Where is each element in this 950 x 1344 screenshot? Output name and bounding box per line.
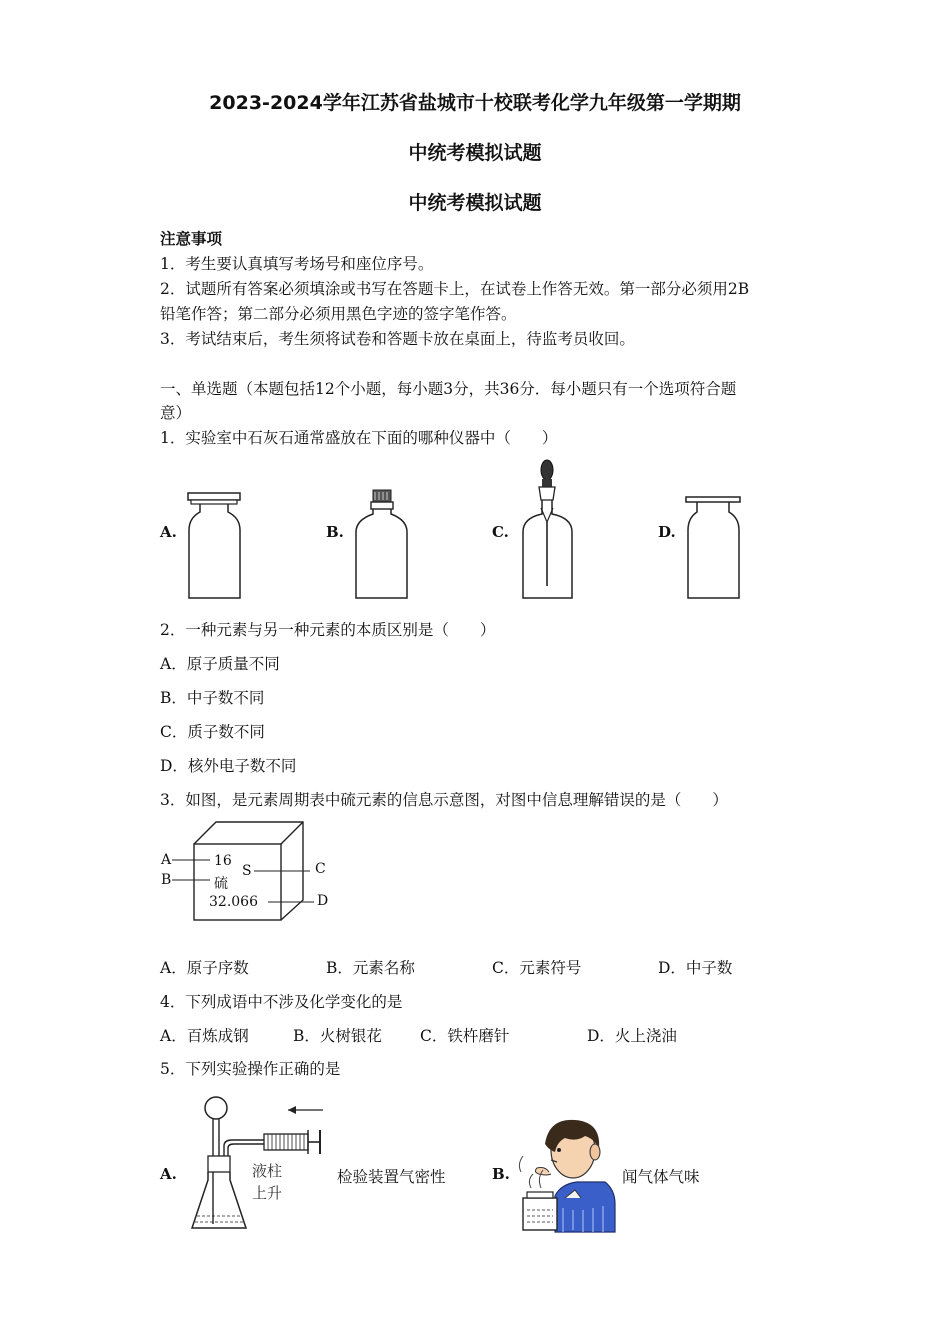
question-1-stem: 1．实验室中石灰石通常盛放在下面的哪种仪器中（ ） (160, 429, 558, 447)
q3-option: D．中子数 (658, 959, 733, 977)
pointer-label-a: A (161, 852, 172, 868)
question-2-stem: 2．一种元素与另一种元素的本质区别是（ ） (160, 621, 496, 639)
dropper-bottle-icon (518, 458, 578, 602)
pointer-label-d: D (317, 893, 329, 909)
q3-option: B．元素名称 (326, 959, 415, 977)
element-name: 硫 (214, 876, 228, 892)
question-3-stem: 3．如图，是元素周期表中硫元素的信息示意图，对图中信息理解错误的是（ ） (160, 791, 728, 809)
question-4-stem: 4．下列成语中不涉及化学变化的是 (160, 993, 403, 1011)
section-heading: 一、单选题（本题包括12个小题，每小题3分，共36分．每小题只有一个选项符合题 (160, 380, 737, 398)
liquid-rise-annotation-line1: 液柱 (252, 1162, 283, 1180)
notice-item: 2．试题所有答案必须填涂或书写在答题卡上，在试卷上作答无效。第一部分必须用2B (160, 280, 750, 298)
q2-option: A．原子质量不同 (160, 655, 280, 673)
q1-option-b-label: B. (326, 523, 344, 541)
notice-item: 1．考生要认真填写考场号和座位序号。 (160, 255, 434, 273)
q4-option: C．铁杵磨针 (420, 1027, 510, 1045)
q5-option-a-label: A. (160, 1165, 177, 1183)
q3-option: A．原子序数 (160, 959, 249, 977)
atomic-mass: 32.066 (209, 894, 258, 910)
notice-item: 铅笔作答；第二部分必须用黑色字迹的签字笔作答。 (160, 305, 517, 323)
q5-option-b-label: B. (492, 1165, 510, 1183)
q5-option-b-caption: 闻气体气味 (622, 1168, 700, 1186)
q4-option: A．百炼成钢 (160, 1027, 249, 1045)
pointer-label-b: B (161, 872, 172, 888)
liquid-rise-annotation-line2: 上升 (252, 1184, 283, 1202)
atomic-number: 16 (214, 853, 232, 869)
smelling-gas-person-icon (515, 1112, 615, 1234)
q4-option: D．火上浇油 (587, 1027, 677, 1045)
notice-heading: 注意事项 (160, 229, 223, 248)
q2-option: B．中子数不同 (160, 689, 265, 707)
page-title: 2023-2024学年江苏省盐城市十校联考化学九年级第一学期期 (209, 92, 741, 114)
plain-wide-bottle-icon (685, 494, 745, 602)
pointer-label-c: C (315, 861, 326, 877)
section-heading-cont: 意） (160, 404, 192, 422)
q1-option-c-label: C. (492, 523, 509, 541)
element-symbol: S (242, 863, 252, 879)
notice-item: 3．考试结束后，考生须将试卷和答题卡放在桌面上，待监考员收回。 (160, 330, 635, 348)
q2-option: D．核外电子数不同 (160, 757, 297, 775)
q1-option-a-label: A. (160, 523, 177, 541)
narrow-mouth-bottle-icon (353, 488, 413, 602)
q4-option: B．火树银花 (293, 1027, 382, 1045)
q3-option: C．元素符号 (492, 959, 582, 977)
question-5-stem: 5．下列实验操作正确的是 (160, 1060, 341, 1078)
page-subtitle-repeat: 中统考模拟试题 (408, 192, 542, 214)
q5-option-a-caption: 检验装置气密性 (337, 1168, 446, 1186)
wide-mouth-bottle-icon (186, 490, 246, 602)
q1-option-d-label: D. (658, 523, 676, 541)
q2-option: C．质子数不同 (160, 723, 265, 741)
page-subtitle: 中统考模拟试题 (408, 142, 542, 164)
